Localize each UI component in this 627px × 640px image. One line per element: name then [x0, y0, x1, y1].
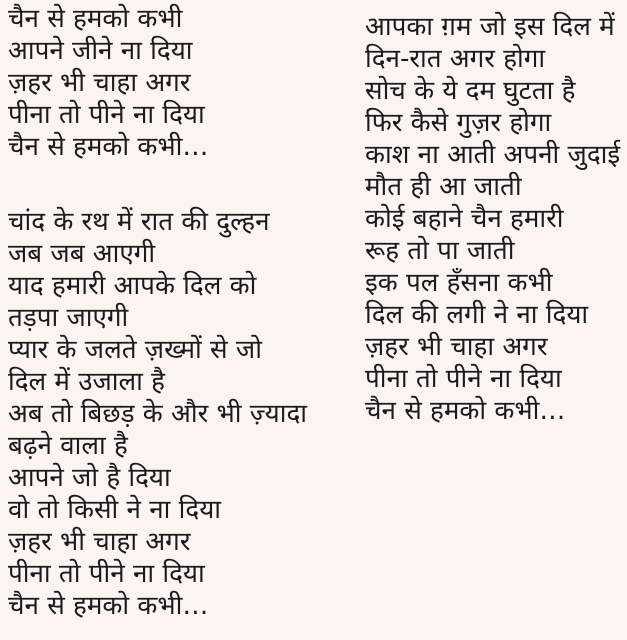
lyric-line: जब जब आएगी [8, 239, 156, 269]
lyric-line: काश ना आती अपनी जुदाई [365, 140, 621, 170]
lyric-line: पीना तो पीने ना दिया [8, 100, 205, 130]
lyric-line: याद हमारी आपके दिल को [8, 271, 257, 301]
lyric-line: आपने जो है दिया [8, 463, 171, 493]
lyric-line: सोच के ये दम घुटता है [365, 76, 576, 106]
lyric-line: अब तो बिछड़ के और भी ज़्यादा [8, 399, 308, 429]
lyric-line: दिल में उजाला है [8, 367, 165, 397]
lyric-line: चांद के रथ में रात की दुल्हन [8, 207, 270, 237]
lyric-line: प्यार के जलते ज़ख्मों से जो [8, 335, 262, 365]
lyric-line: बढ़ने वाला है [8, 431, 128, 461]
lyric-line: चैन से हमको कभी… [365, 396, 566, 426]
lyric-line: चैन से हमको कभी [8, 4, 183, 34]
lyric-line: पीना तो पीने ना दिया [365, 364, 562, 394]
lyric-line: चैन से हमको कभी… [8, 132, 209, 162]
lyrics-column-right [365, 11, 623, 427]
lyrics-stanza [8, 206, 353, 622]
lyric-line: आपका ग़म जो इस दिल में [365, 12, 615, 42]
lyric-line: दिल की लगी ने ना दिया [365, 300, 589, 330]
lyric-line: ज़हर भी चाहा अगर [8, 68, 191, 98]
lyrics-stanza [8, 3, 353, 163]
lyrics-column-left [8, 3, 353, 622]
lyric-line: मौत ही आ जाती [365, 172, 522, 202]
lyric-line: दिन-रात अगर होगा [365, 44, 546, 74]
lyric-line: आपने जीने ना दिया [8, 36, 193, 66]
lyric-line: कोई बहाने चैन हमारी [365, 204, 564, 234]
lyric-line: इक पल हँसना कभी [365, 268, 553, 298]
lyric-line: वो तो किसी ने ना दिया [8, 495, 222, 525]
lyric-line: पीना तो पीने ना दिया [8, 559, 205, 589]
lyric-line: चैन से हमको कभी… [8, 591, 209, 621]
lyric-line: तड़पा जाएगी [8, 303, 129, 333]
lyric-line: रूह तो पा जाती [365, 236, 515, 266]
lyrics-stanza [365, 11, 623, 427]
lyric-line: फिर कैसे गुज़र होगा [365, 108, 552, 138]
lyric-line: ज़हर भी चाहा अगर [8, 527, 191, 557]
lyric-line: ज़हर भी चाहा अगर [365, 332, 548, 362]
